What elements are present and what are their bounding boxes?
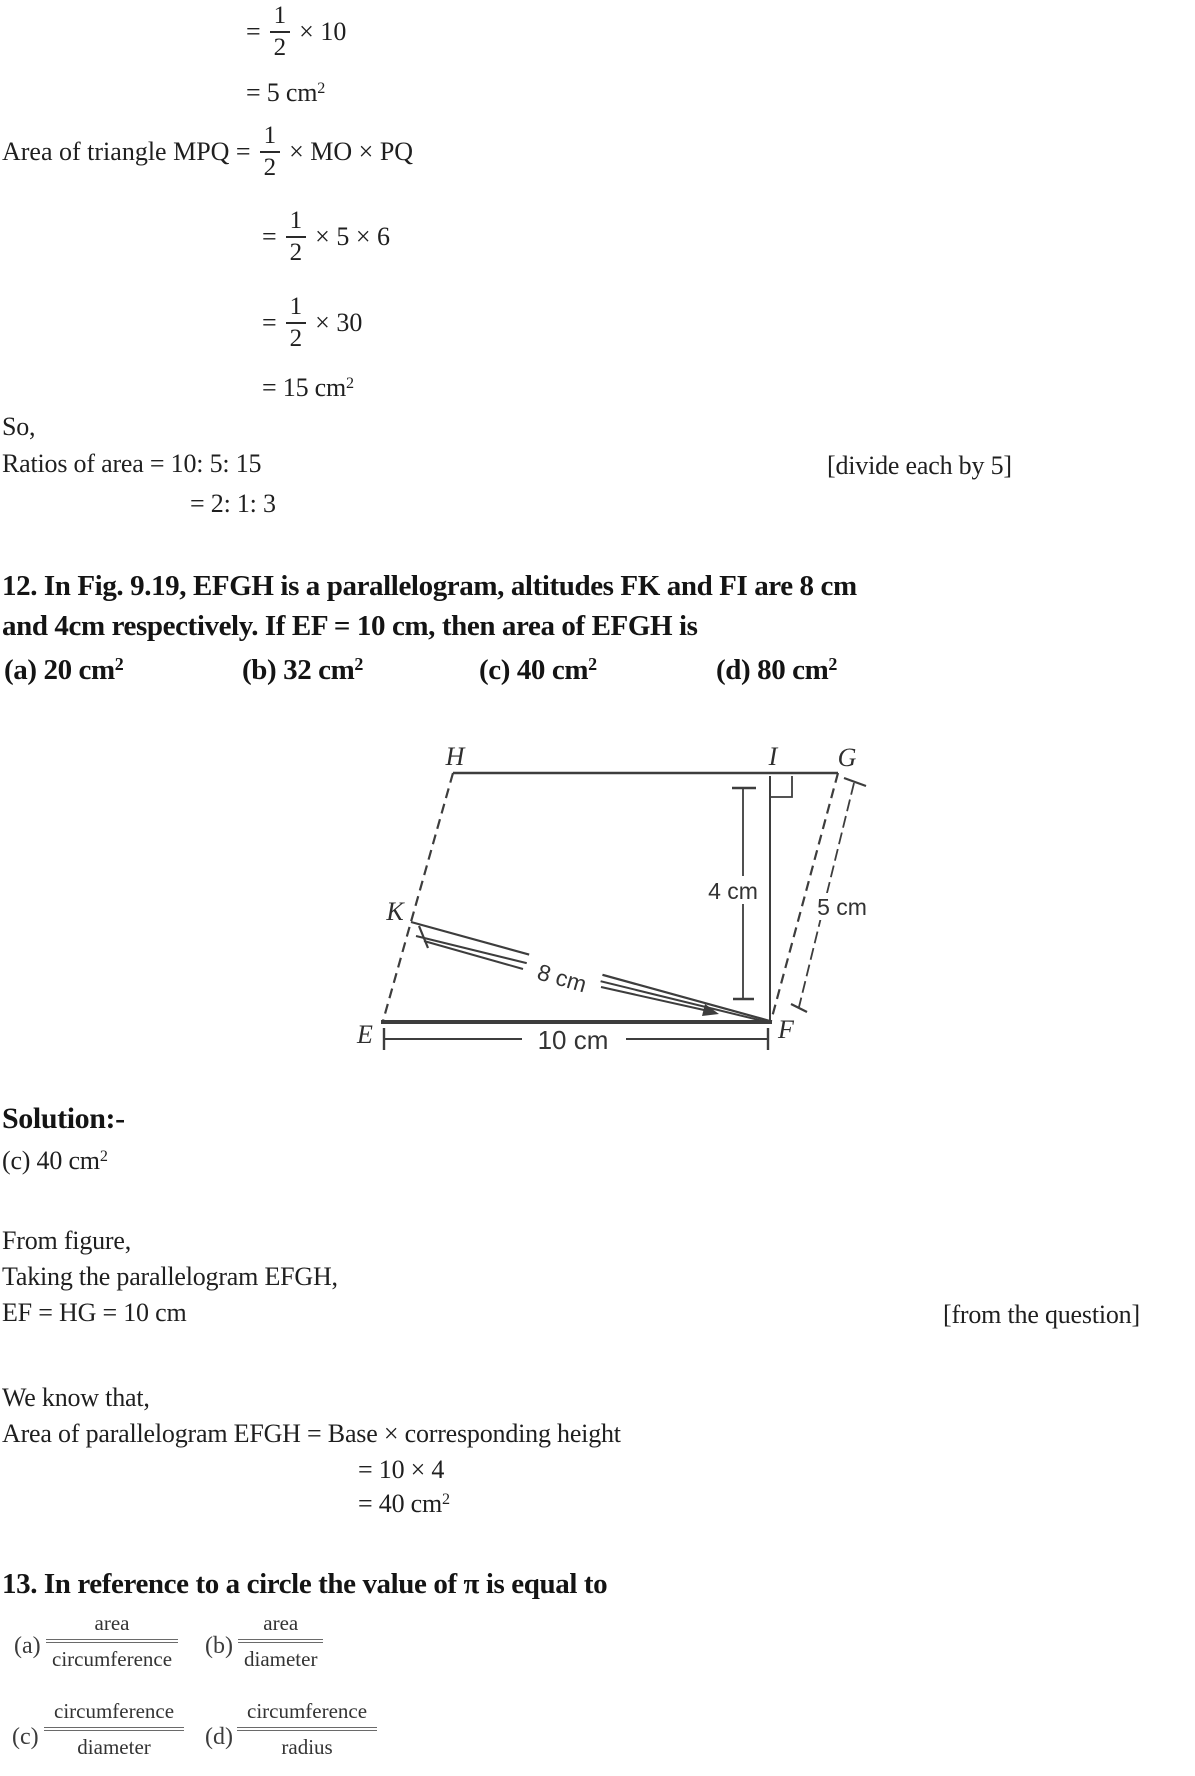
fraction-denominator: diameter	[77, 1735, 151, 1760]
superscript: 2	[828, 654, 838, 675]
equation-text: = 5 cm	[246, 78, 318, 107]
solution-p1: From figure,	[2, 1226, 132, 1255]
fraction-denominator: diameter	[244, 1647, 318, 1672]
equation-rhs: × 10	[299, 16, 347, 46]
solution-p6: = 10 × 4	[358, 1455, 445, 1484]
equation-half-5-6	[262, 207, 390, 266]
solution-answer	[2, 1146, 108, 1176]
answer-text: (c) 40 cm	[2, 1146, 100, 1175]
fraction-numerator: 1	[263, 122, 277, 149]
vertex-label-h: H	[445, 742, 465, 771]
solution-p3-note: [from the question]	[943, 1300, 1140, 1329]
equation-result-15cm2	[262, 373, 354, 403]
fraction-numerator: circumference	[44, 1698, 184, 1731]
fraction-numerator: 1	[289, 293, 303, 320]
q12-option-a	[4, 654, 124, 687]
fraction-one-half	[270, 2, 291, 61]
q12-option-d	[716, 654, 837, 687]
fraction-one-half	[286, 293, 307, 352]
right-angle-icon	[771, 776, 792, 797]
so-text: So,	[2, 412, 36, 441]
q12-option-c	[479, 654, 597, 687]
option-text: (a) 20 cm	[4, 654, 115, 686]
vertex-label-e: E	[357, 1020, 373, 1049]
solution-heading: Solution:-	[2, 1102, 125, 1135]
equation-result-5cm2	[246, 78, 325, 108]
question-12-line2: and 4cm respectively. If EF = 10 cm, then area of EFGH is	[2, 610, 698, 642]
equation-area-triangle-mpq	[2, 122, 413, 181]
q13-option-d-fraction	[237, 1698, 377, 1761]
question-12-line1: 12. In Fig. 9.19, EFGH is a parallelogram, altitudes FK and FI are 8 cm	[2, 570, 857, 602]
equals-sign: =	[262, 307, 277, 337]
superscript: 2	[442, 1490, 451, 1508]
vertex-label-f: F	[778, 1015, 794, 1044]
ratios-line: Ratios of area = 10: 5: 15	[2, 449, 262, 478]
fraction-denominator: radius	[281, 1735, 333, 1760]
option-text: (b) 32 cm	[242, 654, 355, 686]
equation-text: = 40 cm	[358, 1489, 443, 1518]
q12-option-b	[242, 654, 363, 687]
superscript: 2	[114, 654, 124, 675]
q13-option-d-label: (d)	[205, 1724, 233, 1750]
fraction-numerator: area	[46, 1610, 178, 1643]
dim-label-5cm: 5 cm	[817, 894, 867, 920]
fraction-one-half	[286, 207, 307, 266]
fraction-denominator: 2	[286, 236, 307, 266]
dim-label-10cm: 10 cm	[537, 1025, 609, 1055]
fraction-numerator: area	[238, 1610, 323, 1643]
fraction-numerator: 1	[273, 2, 287, 29]
solution-p2: Taking the parallelogram EFGH,	[2, 1262, 338, 1291]
solution-p7	[358, 1489, 450, 1519]
vertex-label-i: I	[768, 742, 778, 771]
equals-sign: =	[246, 16, 261, 46]
equation-half-30	[262, 293, 362, 352]
ratios-simplified: = 2: 1: 3	[190, 489, 276, 518]
equation-rhs: × 5 × 6	[315, 221, 390, 251]
measure-5cm-tick-top	[844, 778, 866, 786]
dim-label-4cm: 4 cm	[708, 878, 758, 904]
fraction-one-half	[260, 122, 281, 181]
dim-label-8cm-group	[522, 951, 603, 1001]
superscript: 2	[354, 654, 364, 675]
equation-text: = 15 cm	[262, 373, 347, 402]
option-text: (c) 40 cm	[479, 654, 589, 686]
superscript: 2	[346, 374, 355, 392]
superscript: 2	[99, 1147, 108, 1165]
fraction-numerator: 1	[289, 207, 303, 234]
vertex-label-k: K	[386, 897, 404, 926]
fraction-denominator: 2	[286, 322, 307, 352]
equation-rhs: × MO × PQ	[289, 136, 414, 166]
fraction-denominator: circumference	[52, 1647, 173, 1672]
solution-p3: EF = HG = 10 cm	[2, 1298, 187, 1327]
equals-sign: =	[262, 221, 277, 251]
option-text: (d) 80 cm	[716, 654, 829, 686]
fraction-denominator: 2	[260, 151, 281, 181]
equation-half-times-10	[246, 2, 346, 61]
solution-p4: We know that,	[2, 1383, 150, 1412]
solution-p5: Area of parallelogram EFGH = Base × corresponding height	[2, 1419, 621, 1448]
measure-8cm-line-a	[424, 941, 523, 969]
equation-lhs: Area of triangle MPQ =	[2, 136, 251, 166]
q13-option-a-label: (a)	[14, 1633, 41, 1659]
question-13-heading: 13. In reference to a circle the value of π is equal to	[2, 1568, 608, 1600]
ratios-note: [divide each by 5]	[827, 451, 1012, 480]
figure-9-19-parallelogram	[340, 733, 885, 1068]
q13-option-b-fraction	[238, 1610, 323, 1673]
q13-option-b-label: (b)	[205, 1633, 233, 1659]
dim-label-8cm: 8 cm	[534, 958, 590, 998]
fraction-denominator: 2	[270, 31, 291, 61]
fraction-numerator: circumference	[237, 1698, 377, 1731]
superscript: 2	[588, 654, 598, 675]
vertex-label-g: G	[837, 743, 857, 772]
q13-option-a-fraction	[46, 1610, 178, 1673]
equation-rhs: × 30	[315, 307, 363, 337]
q13-option-c-fraction	[44, 1698, 184, 1761]
q13-option-c-label: (c)	[12, 1724, 39, 1750]
superscript: 2	[317, 79, 326, 97]
